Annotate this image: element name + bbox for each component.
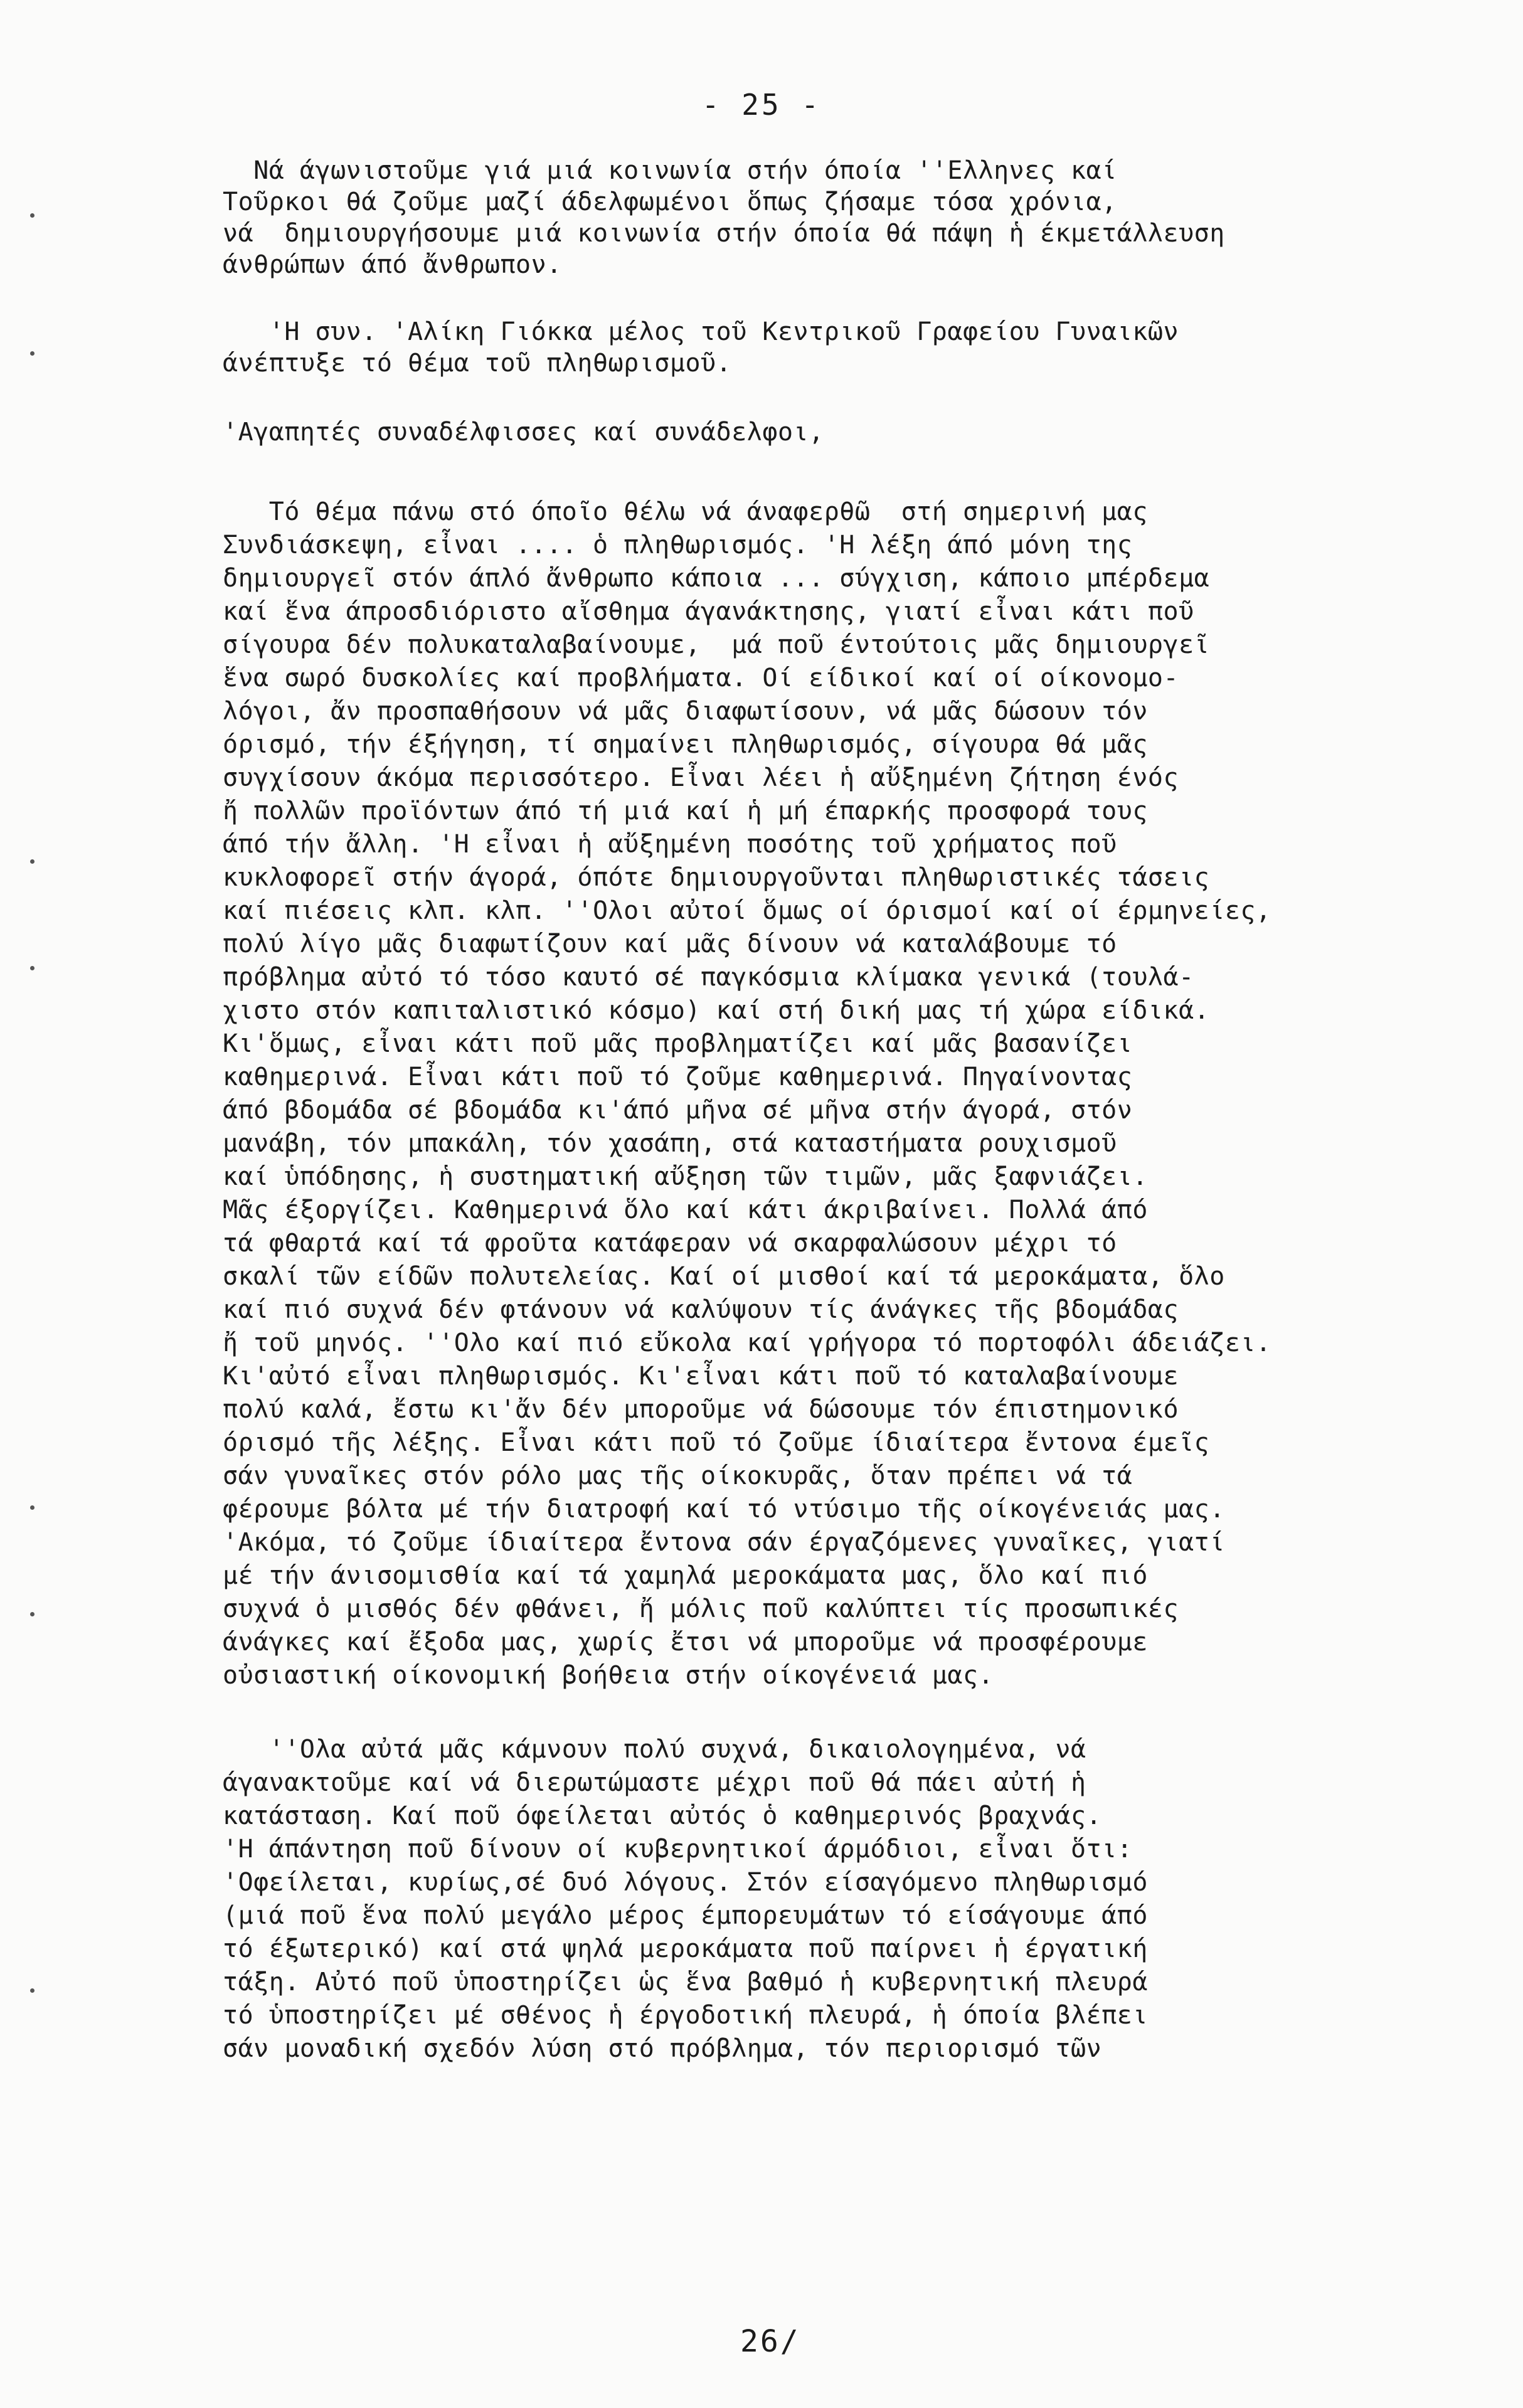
text-line: 'Οφείλεται, κυρίως,σέ δυό λόγους. Στόν είσαγόμενο πληθωρισμό	[223, 1868, 1148, 1897]
text-line: δημιουργεῖ στόν άπλό ἄνθρωπο κάποια ... σύγχιση, κάποιο μπέρδεμα	[223, 564, 1210, 593]
text-line: ''Ολα αὐτά μᾶς κάμνουν πολύ συχνά, δικαιολογημένα, νά	[223, 1735, 1086, 1764]
text-line: μανάβη, τόν μπακάλη, τόν χασάπη, στά καταστήματα ρουχισμοῦ	[223, 1129, 1117, 1158]
text-line: όρισμό, τήν έξήγηση, τί σημαίνει πληθωρισμός, σίγουρα θά μᾶς	[223, 730, 1148, 759]
text-line: καθημερινά. Εἶναι κάτι ποῦ τό ζοῦμε καθημερινά. Πηγαίνοντας	[223, 1063, 1133, 1091]
text-line: όρισμό τῆς λέξης. Εἶναι κάτι ποῦ τό ζοῦμε ίδιαίτερα ἔντονα έμεῖς	[223, 1428, 1210, 1457]
text-line: κατάσταση. Καί ποῦ όφείλεται αὐτός ὁ καθημερινός βραχνάς.	[223, 1801, 1102, 1830]
salutation-line: 'Αγαπητές συναδέλφισσες καί συνάδελφοι,	[223, 418, 824, 447]
page-number: - 25 -	[701, 88, 822, 122]
scan-speck	[30, 1505, 34, 1510]
text-line: καί ὑπόδησης, ἡ συστηματική αὔξηση τῶν τιμῶν, μᾶς ξαφνιάζει.	[223, 1162, 1148, 1191]
text-line: Κι'αὐτό εἶναι πληθωρισμός. Κι'εἶναι κάτι ποῦ τό καταλαβαίνουμε	[223, 1362, 1179, 1391]
text-line: οὐσιαστική οίκονομική βοήθεια στήν οίκογένειά μας.	[223, 1661, 994, 1690]
text-line: 'Ακόμα, τό ζοῦμε ίδιαίτερα ἔντονα σάν έργαζόμενες γυναῖκες, γιατί	[223, 1528, 1225, 1557]
scan-speck	[30, 859, 34, 864]
text-line: άνέπτυξε τό θέμα τοῦ πληθωρισμοῦ.	[223, 349, 732, 378]
text-line: Μᾶς έξοργίζει. Καθημερινά ὅλο καί κάτι άκριβαίνει. Πολλά άπό	[223, 1196, 1148, 1224]
text-line: Συνδιάσκεψη, εἶναι .... ὁ πληθωρισμός. 'Η λέξη άπό μόνη της	[223, 531, 1133, 560]
text-line: τό έξωτερικό) καί στά ψηλά μεροκάματα ποῦ παίρνει ἡ έργατική	[223, 1934, 1148, 1963]
scan-speck	[30, 1988, 34, 1993]
text-line: σίγουρα δέν πολυκαταλαβαίνουμε, μά ποῦ έντούτοις μᾶς δημιουργεῖ	[223, 630, 1210, 659]
text-line: συχνά ὁ μισθός δέν φθάνει, ἤ μόλις ποῦ καλύπτει τίς προσωπικές	[223, 1594, 1179, 1623]
text-line: καί πιέσεις κλπ. κλπ. ''Ολοι αὐτοί ὅμως οί όρισμοί καί οί έρμηνείες,	[223, 896, 1271, 925]
text-line: (μιά ποῦ ἕνα πολύ μεγάλο μέρος έμπορευμάτων τό είσάγουμε άπό	[223, 1901, 1148, 1930]
text-line: Νά άγωνιστοῦμε γιά μιά κοινωνία στήν όποία ''Ελληνες καί	[223, 156, 1117, 185]
scan-speck	[30, 1612, 34, 1616]
text-line: τά φθαρτά καί τά φροῦτα κατάφεραν νά σκαρφαλώσουν μέχρι τό	[223, 1229, 1117, 1258]
text-line: άνάγκες καί ἔξοδα μας, χωρίς ἔτσι νά μποροῦμε νά προσφέρουμε	[223, 1628, 1148, 1657]
text-line: ἤ τοῦ μηνός. ''Ολο καί πιό εὔκολα καί γρήγορα τό πορτοφόλι άδειάζει.	[223, 1329, 1271, 1357]
text-line: σκαλί τῶν είδῶν πολυτελείας. Καί οί μισθοί καί τά μεροκάματα, ὅλο	[223, 1262, 1225, 1291]
scan-speck	[30, 351, 34, 356]
text-line: τό ὑποστηρίζει μέ σθένος ἡ έργοδοτική πλευρά, ἡ όποία βλέπει	[223, 2001, 1148, 2030]
next-page-marker: 26/	[740, 2324, 800, 2359]
text-line: κυκλοφορεῖ στήν άγορά, όπότε δημιουργοῦνται πληθωριστικές τάσεις	[223, 863, 1210, 892]
text-line: Κι'ὅμως, εἶναι κάτι ποῦ μᾶς προβληματίζει καί μᾶς βασανίζει	[223, 1029, 1133, 1058]
text-line: τάξη. Αὐτό ποῦ ὑποστηρίζει ὡς ἕνα βαθμό ἡ κυβερνητική πλευρά	[223, 1968, 1148, 1997]
text-line: μέ τήν άνισομισθία καί τά χαμηλά μεροκάματα μας, ὅλο καί πιό	[223, 1561, 1148, 1590]
text-line: πολύ λίγο μᾶς διαφωτίζουν καί μᾶς δίνουν νά καταλάβουμε τό	[223, 930, 1117, 958]
text-line: Τοῦρκοι θά ζοῦμε μαζί άδελφωμένοι ὅπως ζήσαμε τόσα χρόνια,	[223, 188, 1117, 216]
text-line: άπό τήν ἄλλη. 'Η εἶναι ἡ αὔξημένη ποσότης τοῦ χρήματος ποῦ	[223, 830, 1117, 859]
text-line: πρόβλημα αὐτό τό τόσο καυτό σέ παγκόσμια κλίμακα γενικά (τουλά-	[223, 963, 1194, 992]
text-line: καί ἕνα άπροσδιόριστο αἴσθημα άγανάκτησης, γιατί εἶναι κάτι ποῦ	[223, 597, 1194, 626]
text-line: άγανακτοῦμε καί νά διερωτώμαστε μέχρι ποῦ θά πάει αὐτή ἡ	[223, 1768, 1086, 1797]
text-line: συγχίσουν άκόμα περισσότερο. Εἶναι λέει ἡ αὔξημένη ζήτηση ένός	[223, 763, 1179, 792]
text-line: άπό βδομάδα σέ βδομάδα κι'άπό μῆνα σέ μῆνα στήν άγορά, στόν	[223, 1096, 1133, 1125]
scan-speck	[30, 213, 34, 218]
text-line: φέρουμε βόλτα μέ τήν διατροφή καί τό ντύσιμο τῆς οίκογένειάς μας.	[223, 1495, 1225, 1524]
text-line: σάν γυναῖκες στόν ρόλο μας τῆς οίκοκυρᾶς, ὅταν πρέπει νά τά	[223, 1461, 1133, 1490]
text-line: 'Η συν. 'Αλίκη Γιόκκα μέλος τοῦ Κεντρικοῦ Γραφείου Γυναικῶν	[223, 317, 1179, 346]
text-line: ἤ πολλῶν προϊόντων άπό τή μιά καί ἡ μή έπαρκής προσφορά τους	[223, 797, 1148, 825]
text-line: ἕνα σωρό δυσκολίες καί προβλήματα. Οί είδικοί καί οί οίκονομο-	[223, 664, 1179, 692]
text-line: 'Η άπάντηση ποῦ δίνουν οί κυβερνητικοί άρμόδιοι, εἶναι ὅτι:	[223, 1835, 1133, 1864]
text-line: καί πιό συχνά δέν φτάνουν νά καλύψουν τίς άνάγκες τῆς βδομάδας	[223, 1295, 1179, 1324]
text-line: χιστο στόν καπιταλιστικό κόσμο) καί στή δική μας τή χώρα είδικά.	[223, 996, 1210, 1025]
text-line: νά δημιουργήσουμε μιά κοινωνία στήν όποία θά πάψη ἡ έκμετάλλευση	[223, 219, 1225, 248]
scan-speck	[30, 966, 34, 970]
text-line: Τό θέμα πάνω στό όποῖο θέλω νά άναφερθῶ στή σημερινή μας	[223, 497, 1148, 526]
text-line: πολύ καλά, ἔστω κι'ἄν δέν μποροῦμε νά δώσουμε τόν έπιστημονικό	[223, 1395, 1179, 1424]
text-line: άνθρώπων άπό ἄνθρωπον.	[223, 250, 562, 279]
text-line: σάν μοναδική σχεδόν λύση στό πρόβλημα, τόν περιορισμό τῶν	[223, 2034, 1102, 2063]
text-line: λόγοι, ἄν προσπαθήσουν νά μᾶς διαφωτίσουν, νά μᾶς δώσουν τόν	[223, 697, 1148, 726]
